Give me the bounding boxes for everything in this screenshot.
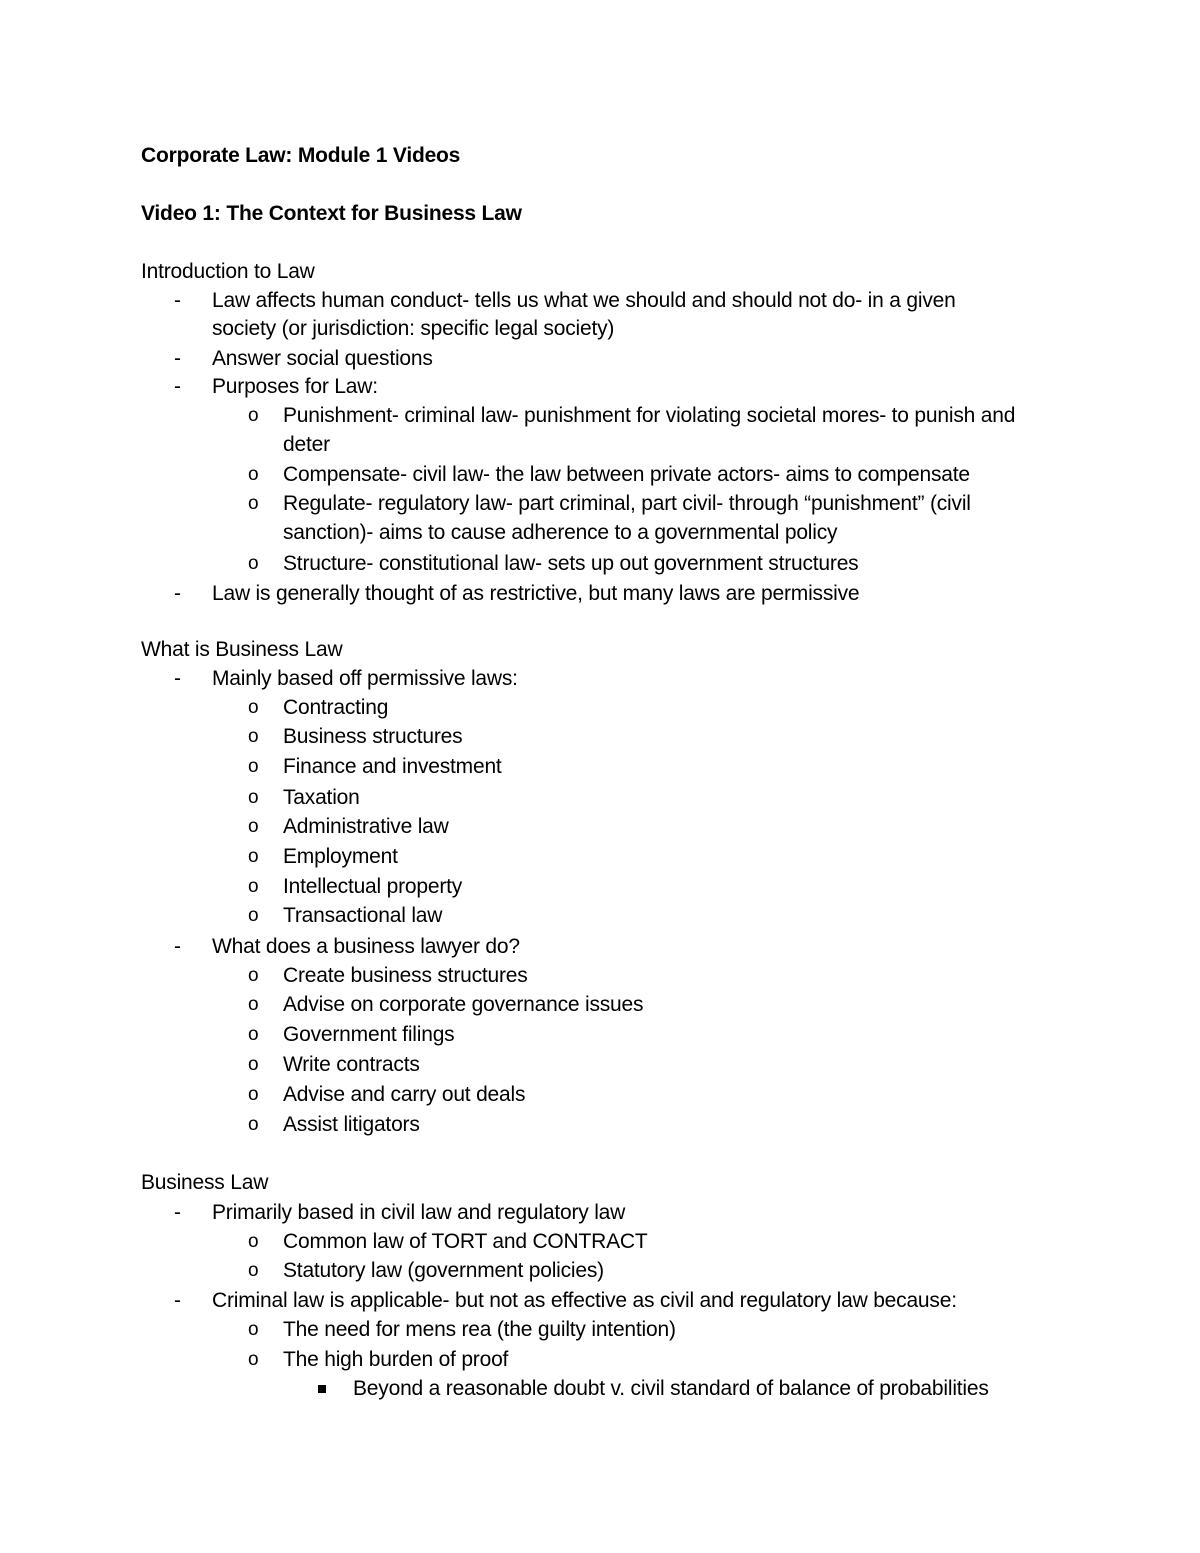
bullet-text: Primarily based in civil law and regulatory law — [212, 1201, 626, 1224]
circle-bullet: o — [248, 846, 259, 867]
circle-bullet: o — [248, 1114, 259, 1135]
bullet-text: Criminal law is applicable- but not as effective as civil and regulatory law because: — [212, 1289, 957, 1312]
circle-bullet: o — [248, 464, 259, 485]
sub-bullet-text: Structure- constitutional law- sets up out government structures — [283, 552, 859, 575]
dash-bullet: - — [174, 347, 181, 370]
circle-bullet: o — [248, 493, 259, 514]
dash-bullet: - — [174, 582, 181, 605]
list-item: Statutory law (government policies) — [283, 1259, 604, 1282]
list-item: Common law of TORT and CONTRACT — [283, 1230, 648, 1253]
sub-sub-bullet-text: Beyond a reasonable doubt v. civil standard of balance of probabilities — [353, 1377, 989, 1400]
list-item: Advise on corporate governance issues — [283, 993, 644, 1016]
bullet-text: What does a business lawyer do? — [212, 935, 520, 958]
list-item: Finance and investment — [283, 755, 502, 778]
list-item: Intellectual property — [283, 875, 463, 898]
bullet-text-continued: society (or jurisdiction: specific legal society) — [212, 317, 615, 340]
video-heading: Video 1: The Context for Business Law — [141, 202, 522, 225]
sub-bullet-text: Punishment- criminal law- punishment for violating societal mores- to punish and — [283, 404, 1016, 427]
circle-bullet: o — [248, 1024, 259, 1045]
square-bullet — [318, 1385, 326, 1393]
list-item: The high burden of proof — [283, 1348, 509, 1371]
circle-bullet: o — [248, 965, 259, 986]
section-heading-business-law: Business Law — [141, 1171, 269, 1194]
circle-bullet: o — [248, 1349, 259, 1370]
list-item: Taxation — [283, 786, 360, 809]
list-item: Government filings — [283, 1023, 455, 1046]
list-item: Employment — [283, 845, 398, 868]
list-item: Advise and carry out deals — [283, 1083, 526, 1106]
circle-bullet: o — [248, 905, 259, 926]
section-heading-what-is: What is Business Law — [141, 638, 343, 661]
circle-bullet: o — [248, 1054, 259, 1075]
list-item: Write contracts — [283, 1053, 420, 1076]
sub-bullet-text-continued: deter — [283, 433, 330, 456]
dash-bullet: - — [174, 1289, 181, 1312]
list-item: Transactional law — [283, 904, 443, 927]
circle-bullet: o — [248, 1231, 259, 1252]
list-item: Contracting — [283, 696, 389, 719]
document-title: Corporate Law: Module 1 Videos — [141, 144, 461, 167]
circle-bullet: o — [248, 1319, 259, 1340]
circle-bullet: o — [248, 726, 259, 747]
dash-bullet: - — [174, 375, 181, 398]
dash-bullet: - — [174, 289, 181, 312]
circle-bullet: o — [248, 756, 259, 777]
list-item: The need for mens rea (the guilty intention) — [283, 1318, 676, 1341]
circle-bullet: o — [248, 816, 259, 837]
circle-bullet: o — [248, 405, 259, 426]
sub-bullet-text-continued: sanction)- aims to cause adherence to a governmental policy — [283, 521, 838, 544]
bullet-text: Law is generally thought of as restrictive, but many laws are permissive — [212, 582, 860, 605]
circle-bullet: o — [248, 994, 259, 1015]
list-item: Administrative law — [283, 815, 449, 838]
list-item: Business structures — [283, 725, 463, 748]
circle-bullet: o — [248, 1260, 259, 1281]
circle-bullet: o — [248, 697, 259, 718]
dash-bullet: - — [174, 667, 181, 690]
bullet-text: Mainly based off permissive laws: — [212, 667, 518, 690]
bullet-text: Purposes for Law: — [212, 375, 378, 398]
circle-bullet: o — [248, 1084, 259, 1105]
bullet-text: Answer social questions — [212, 347, 433, 370]
dash-bullet: - — [174, 935, 181, 958]
sub-bullet-text: Compensate- civil law- the law between private actors- aims to compensate — [283, 463, 970, 486]
list-item: Assist litigators — [283, 1113, 420, 1136]
circle-bullet: o — [248, 876, 259, 897]
circle-bullet: o — [248, 787, 259, 808]
list-item: Create business structures — [283, 964, 528, 987]
dash-bullet: - — [174, 1201, 181, 1224]
sub-bullet-text: Regulate- regulatory law- part criminal, part civil- through “punishment” (civil — [283, 492, 971, 515]
section-heading-intro: Introduction to Law — [141, 260, 315, 283]
bullet-text: Law affects human conduct- tells us what we should and should not do- in a given — [212, 289, 956, 312]
circle-bullet: o — [248, 553, 259, 574]
